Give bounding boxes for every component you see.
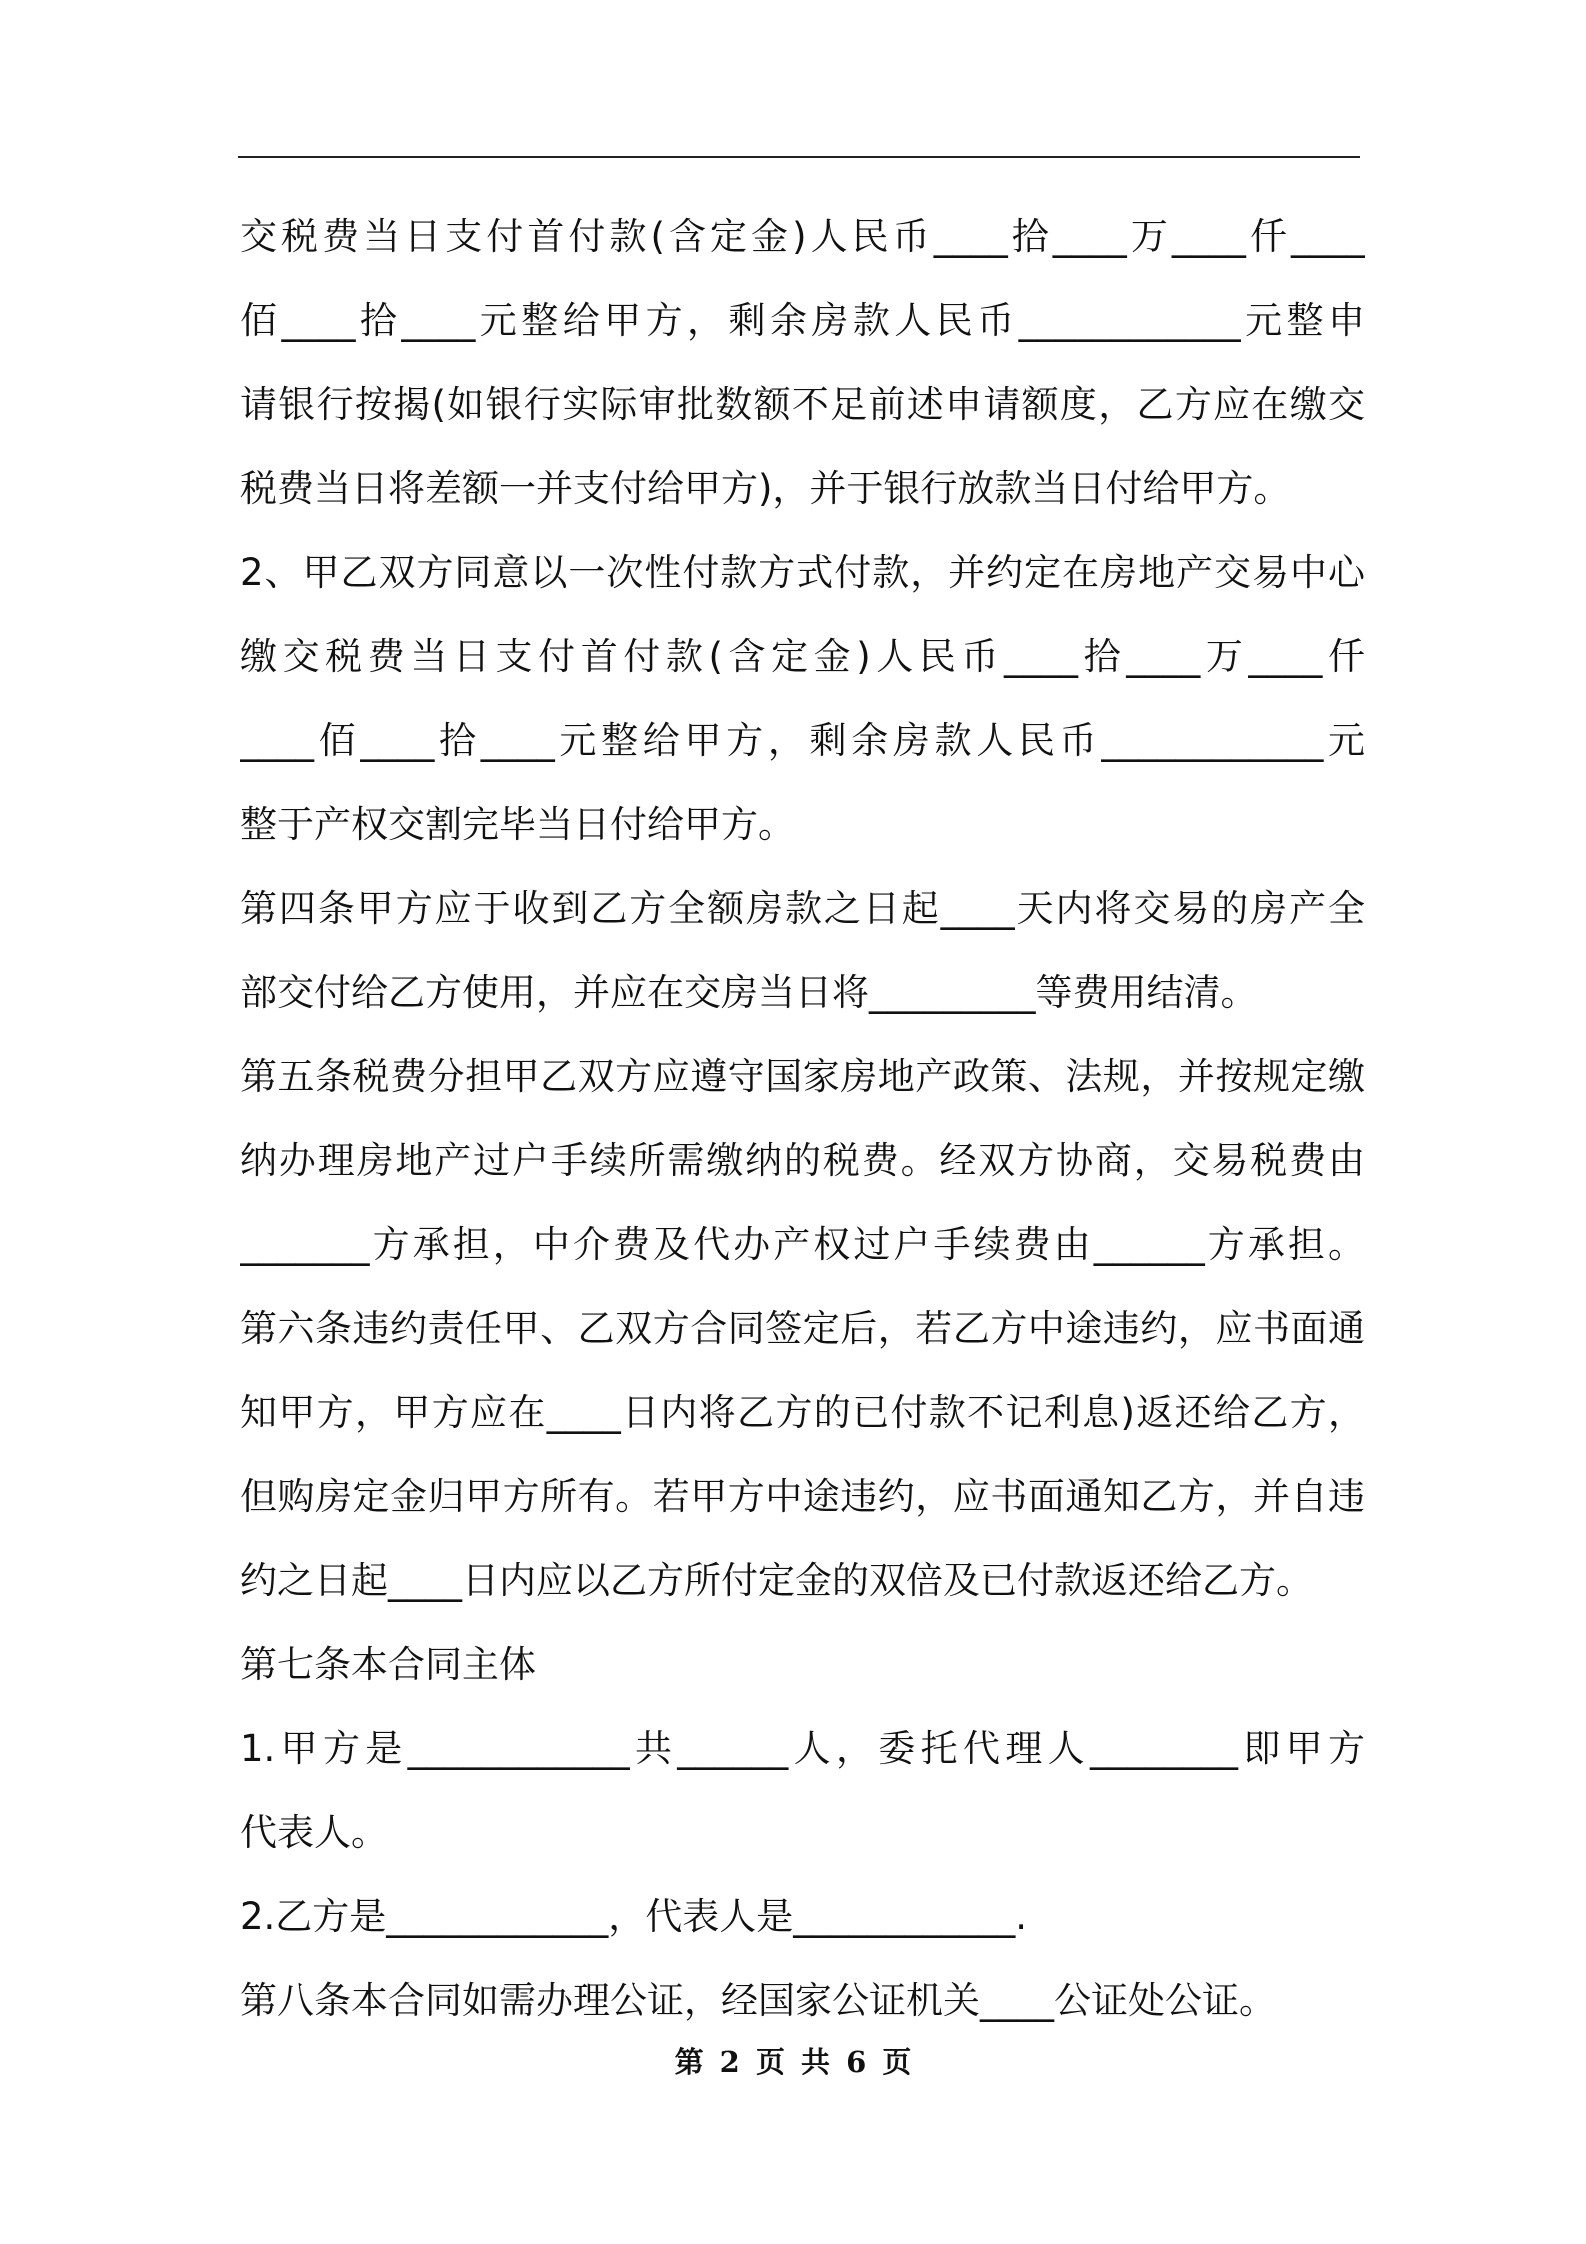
body-line: 代表人。: [240, 1811, 388, 1854]
section-heading: 第七条本合同主体: [240, 1643, 536, 1686]
page-number: 第 2 页 共 6 页: [674, 2045, 912, 2079]
body-line: 缴交税费当日支付首付款(含定金)人民币____拾____万____仟: [240, 635, 1365, 678]
body-line: 请银行按揭(如银行实际审批数额不足前述申请额度，乙方应在缴交: [240, 383, 1365, 426]
body-line: 第六条违约责任甲、乙双方合同签定后，若乙方中途违约，应书面通: [240, 1307, 1365, 1350]
body-line: 但购房定金归甲方所有。若甲方中途违约，应书面通知乙方，并自违: [240, 1475, 1365, 1518]
body-line: 第八条本合同如需办理公证，经国家公证机关____公证处公证。: [240, 1979, 1276, 2022]
body-line: 知甲方，甲方应在____日内将乙方的已付款不记利息)返还给乙方，: [240, 1391, 1365, 1434]
body-line: 1.甲方是____________共______人，委托代理人________即甲方: [240, 1727, 1365, 1770]
body-line: 纳办理房地产过户手续所需缴纳的税费。经双方协商，交易税费由: [240, 1139, 1365, 1182]
body-line: 税费当日将差额一并支付给甲方)，并于银行放款当日付给甲方。: [240, 467, 1291, 510]
body-line: 部交付给乙方使用，并应在交房当日将_________等费用结清。: [240, 971, 1258, 1014]
body-line: 第五条税费分担甲乙双方应遵守国家房地产政策、法规，并按规定缴: [240, 1055, 1365, 1098]
body-line: 2.乙方是____________，代表人是____________.: [240, 1895, 1028, 1938]
body-line: 2、甲乙双方同意以一次性付款方式付款，并约定在房地产交易中心: [240, 551, 1365, 594]
body-line: 约之日起____日内应以乙方所付定金的双倍及已付款返还给乙方。: [240, 1559, 1313, 1602]
body-line: 整于产权交割完毕当日付给甲方。: [240, 803, 795, 846]
header-rule: [238, 156, 1360, 158]
body-line: 交税费当日支付首付款(含定金)人民币____拾____万____仟____: [240, 215, 1365, 258]
document-body: [240, 195, 1365, 2043]
body-line: 佰____拾____元整给甲方，剩余房款人民币____________元整申: [240, 299, 1365, 342]
body-line: _______方承担，中介费及代办产权过户手续费由______方承担。: [240, 1223, 1365, 1266]
body-line: ____佰____拾____元整给甲方，剩余房款人民币____________元: [240, 719, 1365, 762]
body-line: 第四条甲方应于收到乙方全额房款之日起____天内将交易的房产全: [240, 887, 1365, 930]
